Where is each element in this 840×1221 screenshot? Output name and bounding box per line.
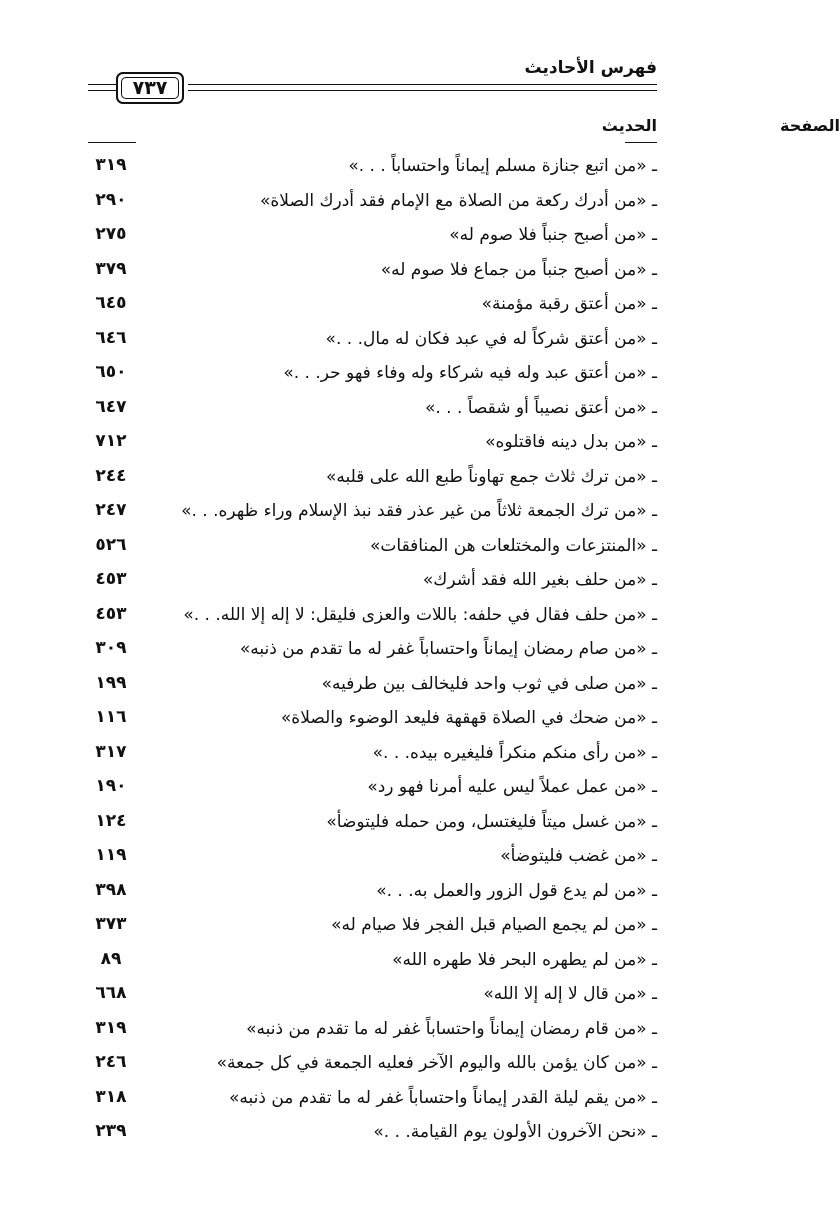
list-item [80, 150, 657, 185]
page-reference: ١٢٤ [95, 810, 127, 831]
list-item [80, 771, 657, 806]
hadith-text: ـ «من حلف فقال في حلفه: باللات والعزى فليقل: لا إله إلا الله. . .» [183, 604, 657, 625]
page-reference: ٣٩٨ [95, 879, 127, 900]
list-item [80, 254, 657, 289]
page-reference: ١٩٠ [95, 776, 127, 796]
hadith-text: ـ «من أصبح جنباً من جماع فلا صوم له» [380, 259, 657, 280]
page-reference: ١٩٩ [95, 672, 127, 693]
list-item [80, 1082, 657, 1117]
page-reference: ٣٧٣ [95, 914, 127, 934]
list-item [80, 840, 657, 875]
hadith-text: ـ «من صام رمضان إيماناً واحتساباً غفر له ما تقدم من ذنبه» [239, 639, 657, 659]
list-item [80, 1116, 657, 1151]
hadith-text: ـ «من ترك الجمعة ثلاثاً من غير عذر فقد نبذ الإسلام وراء ظهره. . .» [181, 501, 657, 521]
page-reference: ٦٤٥ [95, 293, 127, 313]
page-reference: ١١٦ [95, 707, 127, 727]
page-reference: ٢٣٩ [95, 1121, 127, 1141]
list-item [80, 1013, 657, 1048]
page-reference: ٨٩ [100, 948, 122, 969]
page-reference: ٣١٩ [95, 155, 127, 175]
hadith-text: ـ «من ترك ثلاث جمع تهاوناً طبع الله على قلبه» [325, 466, 657, 487]
page-reference: ٢٧٥ [95, 224, 127, 244]
hadith-text: ـ «من لم يدع قول الزور والعمل به. . .» [376, 880, 657, 901]
hadith-text: ـ «من عمل عملاً ليس عليه أمرنا فهو رد» [367, 777, 657, 797]
list-item [80, 323, 657, 358]
list-item [80, 806, 657, 841]
page-reference: ٢٤٤ [95, 465, 127, 486]
page-reference: ٤٥٣ [95, 569, 127, 589]
list-item [80, 599, 657, 634]
list-item [80, 978, 657, 1013]
column-header-underline [88, 142, 136, 143]
page-reference: ٣١٩ [95, 1017, 127, 1038]
page-reference: ٥٢٦ [95, 534, 127, 555]
page-reference: ٦٤٧ [95, 396, 127, 417]
hadith-text: ـ «من غسل ميتاً فليغتسل، ومن حمله فليتوضأ» [326, 811, 657, 832]
page-number: ٧٣٧ [132, 77, 168, 99]
hadith-text: ـ «من أصبح جنباً فلا صوم له» [449, 225, 657, 245]
list-item [80, 702, 657, 737]
page-reference: ١١٩ [95, 845, 127, 865]
list-item [80, 633, 657, 668]
list-item [80, 737, 657, 772]
list-item [80, 564, 657, 599]
hadith-text: ـ «من أعتق شركاً له في عبد فكان له مال. . .» [325, 328, 657, 349]
list-item [80, 219, 657, 254]
hadith-text: ـ «من لم يجمع الصيام قبل الفجر فلا صيام له» [331, 915, 657, 935]
page-reference: ٦٦٨ [95, 983, 127, 1003]
hadith-text: ـ «نحن الآخرون الأولون يوم القيامة. . .» [373, 1122, 657, 1142]
page-reference: ٢٤٦ [95, 1052, 127, 1072]
page-reference: ٣١٧ [95, 741, 127, 762]
list-item [80, 288, 657, 323]
page-reference: ٣١٨ [95, 1086, 127, 1107]
list-item [80, 426, 657, 461]
page-number-frame [116, 72, 184, 104]
page-reference: ٧١٢ [95, 431, 127, 451]
hadith-text: ـ «المنتزعات والمختلعات هن المنافقات» [369, 535, 657, 556]
hadith-text: ـ «من أعتق نصيباً أو شقصاً . . .» [424, 397, 657, 418]
hadith-text: ـ «من يقم ليلة القدر إيماناً واحتساباً غفر له ما تقدم من ذنبه» [228, 1087, 657, 1108]
header-rule [188, 90, 657, 91]
list-item [80, 357, 657, 392]
hadith-text: ـ «من صلى في ثوب واحد فليخالف بين طرفيه» [321, 673, 657, 694]
list-item [80, 944, 657, 979]
page-reference: ٦٤٦ [95, 327, 127, 348]
list-item [80, 392, 657, 427]
page-reference: ٢٩٠ [95, 189, 127, 210]
hadith-text: ـ «من قام رمضان إيماناً واحتساباً غفر له ما تقدم من ذنبه» [246, 1018, 657, 1039]
page-reference: ٣٧٩ [95, 258, 127, 279]
header-rule [88, 90, 116, 91]
hadith-text: ـ «من حلف بغير الله فقد أشرك» [422, 570, 657, 590]
hadith-text: ـ «من أدرك ركعة من الصلاة مع الإمام فقد أدرك الصلاة» [260, 190, 657, 211]
list-item [80, 530, 657, 565]
running-title: فهرس الأحاديث [524, 58, 657, 78]
header-rule [88, 84, 116, 85]
hadith-text: ـ «من اتبع جنازة مسلم إيماناً واحتساباً . . .» [348, 156, 657, 176]
page-reference: ٦٥٠ [95, 362, 127, 382]
hadith-text: ـ «من كان يؤمن بالله واليوم الآخر فعليه الجمعة في كل جمعة» [216, 1053, 657, 1073]
hadith-text: ـ «من أعتق عبد وله فيه شركاء وله وفاء فهو حر. . .» [283, 363, 657, 383]
list-item [80, 909, 657, 944]
page-reference: ٢٤٧ [95, 500, 127, 520]
list-item [80, 875, 657, 910]
hadith-text: ـ «من ضحك في الصلاة قهقهة فليعد الوضوء والصلاة» [280, 708, 657, 728]
page-reference: ٤٥٣ [95, 603, 127, 624]
hadith-text: ـ «من رأى منكم منكراً فليغيره بيده. . .» [372, 742, 657, 763]
list-item [80, 185, 657, 220]
hadith-text: ـ «من غضب فليتوضأ» [500, 846, 657, 866]
list-item [80, 668, 657, 703]
list-item [80, 1047, 657, 1082]
header-rule [188, 84, 657, 85]
list-item [80, 495, 657, 530]
hadith-text: ـ «من لم يطهره البحر فلا طهره الله» [392, 949, 657, 970]
list-item [80, 461, 657, 496]
column-header-hadith: الحديث [601, 116, 657, 135]
column-header-page: الصفحة [779, 116, 840, 135]
hadith-text: ـ «من بدل دينه فاقتلوه» [485, 432, 657, 452]
hadith-index-list [80, 150, 657, 1151]
hadith-text: ـ «من قال لا إله إلا الله» [483, 984, 657, 1004]
page-reference: ٣٠٩ [95, 638, 127, 658]
hadith-text: ـ «من أعتق رقبة مؤمنة» [481, 294, 657, 314]
